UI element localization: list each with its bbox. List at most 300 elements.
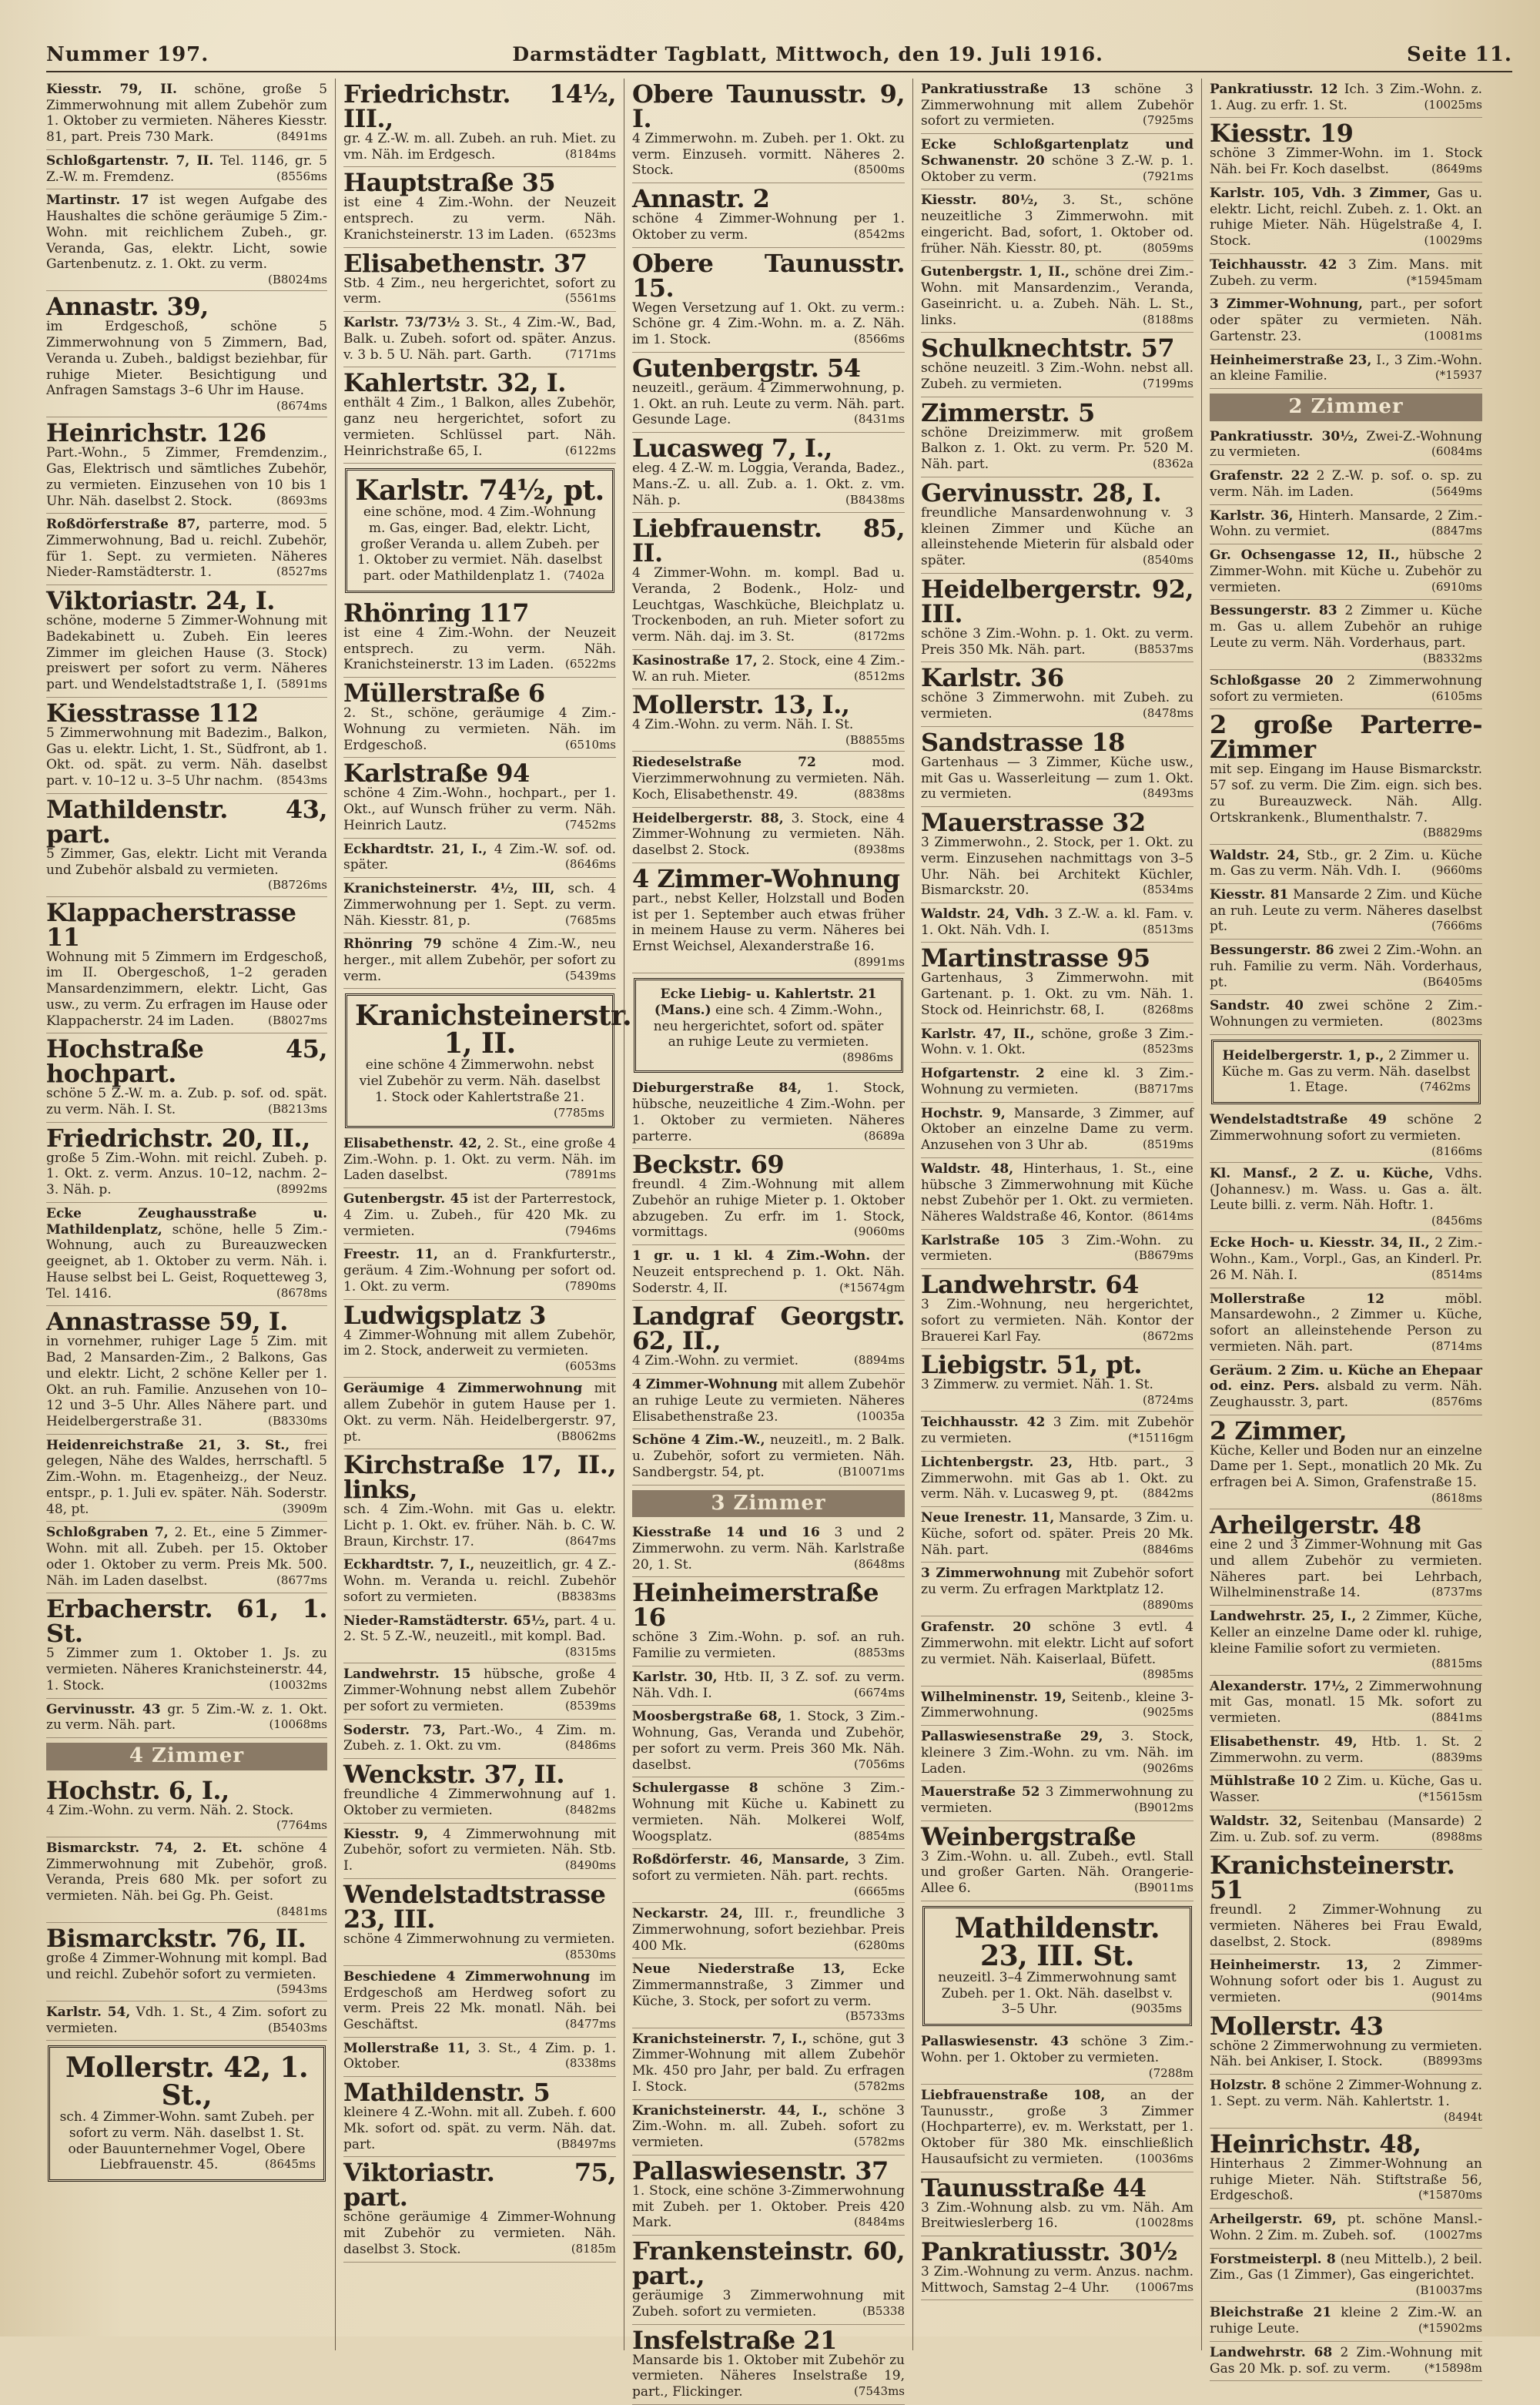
ad-address: Neue Niederstraße 13, — [632, 1961, 845, 1978]
ad-address: Waldstr. 32, — [1210, 1813, 1302, 1829]
ad-address: Karlstraße 105 — [921, 1232, 1045, 1248]
ad-text: freundl. 2 Zimmer-Wohnung zu vermieten. Näheres bei Frau Ewald, daselbst, 2. Stock. — [1210, 1902, 1482, 1950]
ad-headline: Karlstr. 36 — [921, 663, 1064, 693]
classified-ad — [1210, 2302, 1482, 2341]
classified-ad — [46, 1775, 327, 1837]
ad-reference-code: (B8717ms — [1134, 1081, 1194, 1096]
ad-text: 3 Zimmerw. zu vermiet. Näh. 1. St. — [921, 1377, 1153, 1393]
ad-headline: Mauerstrasse 32 — [921, 808, 1146, 838]
ad-address: Kiesstr. 79, II. — [46, 82, 177, 97]
ad-reference-code: (B8829ms — [1423, 826, 1482, 840]
ad-headline: Obere Taunusstr. 15. — [632, 248, 905, 303]
ad-text: schöne Dreizimmerw. mit großem Balkon z. 1. Okt. zu verm. Pr. 520 M. Näh. part. — [921, 424, 1194, 473]
ad-headline: Sandstrasse 18 — [921, 727, 1125, 757]
classified-ad — [921, 1063, 1194, 1102]
classified-ad — [632, 1301, 905, 1374]
classified-ad — [921, 134, 1194, 189]
ad-text: kleine 2 Zim.-W. an ruhige Leute. — [1210, 2305, 1483, 2337]
ad-headline: Rhönring 117 — [343, 598, 530, 628]
classified-ad — [46, 189, 327, 291]
classified-ad — [46, 1837, 327, 1923]
ad-text: Htb. II, 3 Z. sof. zu verm. Näh. Vdh. I. — [632, 1669, 906, 1701]
ad-reference-code: (B8213ms — [268, 1102, 327, 1116]
ad-address: Karlstr. 30, — [632, 1669, 718, 1685]
classified-ad — [46, 417, 327, 514]
ad-text: mit Zubehör sofort zu verm. Zu erfragen Marktplatz 12. — [921, 1566, 1194, 1598]
ad-text: 3 Zim.-Wohnung alsb. zu vm. Näh. Am Breitwieslerberg 16. — [921, 2199, 1194, 2232]
ad-address: Bessungerstr. 86 — [1210, 943, 1334, 959]
ad-text: 2 Zim.-Wohnung mit Gas 20 Mk. p. sof. zu verm. — [1210, 2344, 1483, 2377]
classified-ad — [46, 514, 327, 585]
ad-text: 4 Zimmer-Wohnung mit allem Zubehör, im 2. Stock, anderweit zu vermieten. — [343, 1327, 616, 1359]
classified-ad — [632, 513, 905, 650]
ad-text: 2 Zim.-Wohn., Kam., Vorpl., Gas, an Kinderl. Pr. 26 M. Näh. I. — [1210, 1235, 1482, 1283]
ad-text: 3 Zim.-Wohnung, neu hergerichtet, sofort zu vermieten. Näh. Kontor der Brauerei Karl Fay. — [921, 1297, 1194, 1345]
ad-address: Elisabethenstr. 42, — [343, 1135, 482, 1151]
ad-reference-code: (7288m — [1148, 2065, 1194, 2080]
classified-ad — [921, 1158, 1194, 1230]
ad-headline: Landwehrstr. 64 — [921, 1270, 1139, 1300]
classified-ad — [343, 933, 616, 989]
ad-reference-code: (10025ms — [1424, 97, 1482, 112]
ad-address: Karlstr. 54, — [46, 2004, 131, 2020]
ad-text: 2 Zim. u. Küche, Gas u. Wasser. — [1210, 1774, 1482, 1806]
ad-headline: Liebfrauenstr. 85, II. — [632, 514, 905, 568]
classified-ad — [632, 1429, 905, 1485]
ad-address: Schulergasse 8 — [632, 1780, 758, 1797]
classified-ad — [921, 189, 1194, 261]
ad-address: Neue Irenestr. 11, — [921, 1510, 1055, 1526]
classified-ad — [921, 261, 1194, 333]
ad-reference-code: (B9011ms — [1134, 1881, 1194, 1895]
ad-text: 1. Stock, eine schöne 3-Zimmerwohnung mit Zubeh. per 1. Oktober. Preis 420 Mark. — [632, 2182, 905, 2231]
ad-reference-code: (B8383ms — [557, 1589, 616, 1603]
ad-address: Lichtenbergstr. 23, — [921, 1454, 1073, 1470]
classified-ad — [921, 2236, 1194, 2300]
ad-reference-code: (8556ms — [276, 169, 327, 183]
ad-headline: 2 Zimmer, — [1210, 1415, 1348, 1445]
ad-headline: 4 Zimmer-Wohnung — [632, 863, 900, 893]
ad-reference-code: (8172ms — [854, 629, 905, 644]
classified-ad — [46, 79, 327, 150]
ad-reference-code: (6674ms — [854, 1685, 905, 1700]
classified-ad — [632, 2155, 905, 2236]
ad-address: Schöne 4 Zim.-W., — [632, 1432, 765, 1449]
ad-address: Schloßgraben 7, — [46, 1525, 169, 1541]
ad-reference-code: (B8024ms — [268, 273, 327, 287]
classified-ad — [632, 1958, 905, 2028]
ad-text: neuzeitl., geräum. 4 Zimmerwohnung, p. 1. Okt. an ruh. Leute zu verm. Näh. part. Gesunde Lage. — [632, 380, 905, 428]
ad-reference-code: (8486ms — [565, 1738, 616, 1753]
ad-text: 2 Zimmerwohnung mit Gas, monatl. 15 Mk. sofort zu vermieten. — [1210, 1678, 1482, 1727]
ad-address: Soderstr. 73, — [343, 1722, 446, 1738]
ad-text: hübsche 2 Zimmer-Wohn. mit Küche u. Zubehör zu vermieten. — [1210, 548, 1482, 595]
classified-ad — [1210, 1954, 1482, 2010]
classified-ad — [921, 397, 1194, 477]
ad-text: 4 Zim.-W. sof. od. später. — [343, 841, 616, 873]
ad-address: Kiesstraße 14 und 16 — [632, 1525, 820, 1541]
ad-reference-code: (8672ms — [1143, 1328, 1194, 1343]
ad-reference-code: (B8330ms — [268, 1414, 327, 1429]
classified-ad — [1210, 293, 1482, 349]
classified-ad — [632, 689, 905, 752]
ad-text: 4 Zimmerwohnung mit Zubehör, sofort zu vermieten. Näh. Stb. I. — [343, 1826, 616, 1874]
ad-address: Gutenbergstr. 45 — [343, 1191, 469, 1208]
ad-address: Kranichsteinerstr. 4½, III, — [343, 881, 555, 897]
ad-reference-code: (9060ms — [854, 1224, 905, 1239]
ad-headline: Kiesstr. 19 — [1210, 119, 1354, 149]
ad-address: Schloßgasse 20 — [1210, 672, 1334, 688]
ad-headline: Gervinusstr. 28, I. — [921, 477, 1162, 507]
ad-reference-code: (5649ms — [1431, 484, 1482, 498]
ad-headline: Elisabethenstr. 37 — [343, 248, 588, 278]
ad-address: Kl. Mansf., 2 Z. u. Küche, — [1210, 1165, 1434, 1181]
ad-reference-code: (10036ms — [1135, 2151, 1194, 2166]
ad-address: Kiesstr. 81 — [1210, 887, 1289, 903]
ad-reference-code: (6053ms — [565, 1359, 616, 1374]
ad-reference-code: (8482ms — [565, 1802, 616, 1817]
ad-text: eine sch. 4 Zimm.-Wohn., neu hergerichtet, sofort od. später an ruhige Leute zu vermieten. — [653, 1002, 884, 1050]
ad-text: Wohnung mit 5 Zimmern im Erdgeschoß, im II. Obergeschoß, 1–2 geraden Mansardenzimmern, elektr. Licht, Gas usw., zu verm. Zu erfragen im Hause oder Klappacherstr. 24 im Laden. — [46, 949, 327, 1029]
classified-ad — [343, 1824, 616, 1879]
classified-ad — [343, 1966, 616, 2038]
ad-reference-code: (8647ms — [565, 1533, 616, 1548]
classified-ad — [343, 1610, 616, 1664]
ad-reference-code: (*15937 — [1435, 368, 1482, 383]
masthead — [46, 43, 1512, 72]
ad-headline: Viktoriastr. 24, I. — [46, 586, 275, 616]
boxed-classified-ad — [922, 1906, 1192, 2026]
ad-address: Alexanderstr. 17½, — [1210, 1678, 1350, 1694]
ad-text: schöne 3 Zimmerwohn. mit Zubeh. zu vermieten. — [921, 690, 1194, 722]
ad-reference-code: (7890ms — [565, 1278, 616, 1293]
classified-ad — [343, 1300, 616, 1378]
ad-address: Nieder-Ramstädterstr. 65½, — [343, 1613, 550, 1629]
ad-headline: Hochstr. 6, I., — [46, 1775, 229, 1805]
ad-reference-code: (8576ms — [1431, 1394, 1482, 1408]
ad-reference-code: (8649ms — [1431, 162, 1482, 176]
classified-ad — [921, 1507, 1194, 1563]
ad-reference-code: (8490ms — [565, 1858, 616, 1873]
ad-headline: Friedrichstr. 14½, III., — [343, 79, 616, 133]
ad-headline: Obere Taunusstr. 9, I. — [632, 79, 905, 133]
ad-reference-code: (8566ms — [854, 332, 905, 347]
classified-ad — [343, 1188, 616, 1244]
ad-reference-code: (9026ms — [1143, 1760, 1194, 1775]
ad-address: Forstmeisterpl. 8 — [1210, 2251, 1336, 2267]
ad-text: 2 Zimmerwohnung sofort zu vermieten. — [1210, 672, 1483, 705]
ad-text: Gartenhaus, 3 Zimmerwohn. mit Gartenant. p. 1. Okt. zu vm. Näh. 1. Stock od. Heinrichstr. 68, I. — [921, 970, 1194, 1018]
ad-reference-code: (10035a — [856, 1408, 905, 1423]
classified-ad — [46, 1435, 327, 1522]
classified-ad — [921, 943, 1194, 1023]
ad-reference-code: (8646ms — [565, 857, 616, 872]
ad-headline: Schulknechtstr. 57 — [921, 333, 1175, 363]
ad-text: 3 Zim. Mans. mit Zubeh. zu verm. — [1210, 256, 1482, 289]
ad-reference-code: (8184ms — [565, 146, 616, 161]
ad-headline: Wenckstr. 37, II. — [343, 1760, 564, 1790]
ad-headline: Bismarckstr. 76, II. — [46, 1924, 306, 1954]
classified-ad — [632, 79, 905, 183]
ad-address: Heidelbergerstr. 88, — [632, 810, 784, 826]
classified-ad — [343, 1244, 616, 1299]
ad-address: Bismarckstr. 74, 2. Et. — [46, 1840, 243, 1856]
classified-ad — [632, 752, 905, 807]
classified-ad — [343, 1378, 616, 1449]
ad-reference-code: (8481ms — [276, 1904, 327, 1918]
ad-headline: Martinstrasse 95 — [921, 943, 1150, 973]
ad-address: Karlstr. 47, II., — [921, 1026, 1035, 1042]
ad-text: 4 Zim.-Wohn. zu vermiet. — [632, 1353, 799, 1369]
ad-reference-code: (8514ms — [1431, 1267, 1482, 1281]
classified-ad — [343, 678, 616, 758]
classified-ad — [1210, 183, 1482, 254]
ad-headline: Mathildenstr. 43, part. — [46, 794, 327, 849]
classified-ad — [343, 2157, 616, 2262]
issue-number: Nummer 197. — [46, 43, 209, 66]
ad-address: Grafenstr. 20 — [921, 1620, 1031, 1636]
classified-ad — [921, 727, 1194, 807]
ad-text: schöne, moderne 5 Zimmer-Wohnung mit Badekabinett u. Zubeh. Ein leeres Zimmer im gleichen Hause (3. Stock) preiswert per sofort zu verm. Näheres part. und Wendelstadtstraße 1, I. — [46, 613, 327, 693]
ad-text: Ich. 3 Zim.-Wohn. z. 1. Aug. zu erfr. 1. St. — [1210, 82, 1483, 113]
column-1 — [46, 79, 335, 2350]
ad-headline: Heidelbergerstr. 92, III. — [921, 574, 1194, 628]
ad-reference-code: (8693ms — [276, 493, 327, 507]
classified-ad — [1210, 1109, 1482, 1163]
ad-reference-code: (7891ms — [565, 1167, 616, 1182]
ad-text: 3 Zim.-Wohn. u. all. Zubeh., evtl. Stall und großer Garten. Näh. Orangerie-Allee 6. — [921, 1848, 1194, 1897]
ad-address: Wilhelminenstr. 19, — [921, 1689, 1066, 1705]
ad-headline: Klappacherstrasse 11 — [46, 897, 296, 952]
classified-ad — [343, 598, 616, 678]
classified-ad — [921, 1349, 1194, 1412]
ad-text: 5 Zimmerwohnung mit Badezim., Balkon, Gas u. elektr. Licht, 1. St., Südfront, ab 1. Okt. od. spät. zu verm. Näh. daselbst part. v. 10–12 u. 3–5 Uhr nachm. — [46, 725, 327, 789]
classified-ad — [1210, 465, 1482, 504]
ad-reference-code: (8540ms — [1143, 553, 1194, 568]
ad-text: 3. Stock, kleinere 3 Zim.-Wohn. zu vm. Näh. im Laden. — [921, 1729, 1194, 1777]
classified-ad — [343, 367, 616, 464]
ad-reference-code: (7056ms — [854, 1757, 905, 1771]
classified-ad — [46, 794, 327, 897]
ad-text: sch. 4 Zim.-Wohn. mit Gas u. elektr. Licht p. 1. Okt. ev. früher. Näh. b. C. W. Braun, Kirchstr. 17. — [343, 1502, 616, 1549]
ad-text: 4 Zim.-Wohn. zu verm. Näh. I. St. — [632, 717, 854, 733]
ad-reference-code: (B8062ms — [557, 1429, 616, 1443]
classified-ad — [1210, 505, 1482, 544]
classified-ad — [46, 1203, 327, 1306]
ad-address: Waldstr. 48, — [921, 1161, 1014, 1177]
classified-ad — [46, 1522, 327, 1593]
ad-headline: Landgraf Georgstr. 62, II., — [632, 1301, 905, 1356]
ad-text: schöne 4 Zimmerwohnung mit Zubehör, groß. Veranda, Preis 680 Mk. per sofort zu vermieten. Näh. bei Gg. Ph. Geist. — [46, 1840, 327, 1904]
ad-text: Gas u. elektr. Licht, reichl. Zubeh. z. 1. Okt. an ruhige Mieter. Näh. Hügelstraße 4, I. Stock. — [1210, 185, 1482, 250]
ad-headline: Ludwigsplatz 3 — [343, 1300, 546, 1330]
classified-ad — [921, 2172, 1194, 2236]
ad-reference-code: (5891ms — [276, 677, 327, 692]
ad-text: neuzeitl. 3–4 Zimmerwohnung samt Zubeh. per 1. Okt. Näh. daselbst v. 3–5 Uhr. — [938, 1969, 1177, 2018]
ad-reference-code: (8841ms — [1431, 1710, 1482, 1725]
ad-text: Zwei-Z.-Wohnung zu vermieten. — [1210, 428, 1483, 461]
ad-text: sch. 4 Zimmer-Wohn. samt Zubeh. per sofort zu verm. Näh. daselbst 1. St. oder Bauunternehmer Vogel, Obere Liebfrauenstr. 45. — [59, 2109, 314, 2173]
ad-reference-code: (8648ms — [854, 1556, 905, 1571]
ad-text: 3. St., schöne neuzeitliche 3 Zimmerwohn. mit eingericht. Bad, sofort, 1. Oktober od. früher. Näh. Kiesstr. 80, pt. — [921, 193, 1194, 256]
ad-address: Landwehrstr. 15 — [343, 1666, 471, 1683]
ad-reference-code: (8530ms — [565, 1947, 616, 1961]
classified-ad — [46, 2001, 327, 2041]
ad-text: ist wegen Aufgabe des Haushaltes die schöne geräumige 5 Zim.-Wohn. mit reichlichem Zubeh., gr. Veranda, Gas, elektr. Licht, sowie Gartenbenutz. z. 1. Okt. zu verm. — [46, 193, 328, 273]
ad-reference-code: (8991ms — [854, 954, 905, 969]
ad-text: 3 Z.-W. a. kl. Fam. v. 1. Okt. Näh. Vdh. I. — [921, 906, 1194, 938]
ad-text: Gartenhaus — 3 Zimmer, Küche usw., mit Gas u. Wasserleitung — zum 1. Okt. zu vermieten. — [921, 754, 1194, 802]
ad-headline: Mollerstr. 13, I., — [632, 690, 850, 720]
ad-text: schöne 3 evtl. 4 Zimmerwohn. mit elektr. Licht auf sofort zu vermiet. Näh. Kaiserlaal, Büfett. — [921, 1620, 1194, 1667]
ad-text: 3 und 2 Zimmerwohn. zu verm. Näh. Karlstraße 20, 1. St. — [632, 1525, 905, 1573]
classified-ad — [921, 1687, 1194, 1726]
classified-ad — [1210, 1606, 1482, 1676]
ad-text: geräumige 3 Zimmerwohnung mit Zubeh. sofort zu vermieten. — [632, 2288, 905, 2320]
ad-address: Mühlstraße 10 — [1210, 1774, 1319, 1790]
classified-ad — [1210, 600, 1482, 670]
ad-text: schöne 2 Zimmer-Wohnung z. 1. Sept. zu verm. Näh. Kahlertstr. 1. — [1210, 2078, 1483, 2109]
classified-ad — [921, 1726, 1194, 1781]
ad-address: Waldstr. 24, — [1210, 847, 1300, 863]
classified-ad — [921, 1821, 1194, 1901]
ad-address: Geräum. 2 Zim. u. Küche an Ehepaar od. einz. Pers. — [1210, 1362, 1482, 1395]
ad-reference-code: (8023ms — [1431, 1014, 1482, 1029]
ad-reference-code: (7402a — [564, 568, 604, 583]
ad-text: schöne 2 Zimmerwohnung zu vermieten. Näh. bei Ankiser, I. Stock. — [1210, 2038, 1482, 2070]
ad-reference-code: (8268ms — [1143, 1002, 1194, 1017]
ad-text: Part.-Wohn., 5 Zimmer, Fremdenzim., Gas, Elektrisch und sämtliches Zubehör, zu vermieten. Einzusehen von 10 bis 1 Uhr. Näh. daselbst 2. Stock. — [46, 445, 327, 509]
ad-reference-code: (7666ms — [1431, 919, 1482, 933]
classified-ad — [343, 2077, 616, 2157]
ad-reference-code: (B9012ms — [1134, 1800, 1194, 1814]
ad-text: Küche, Keller und Boden nur an einzelne Dame per 1. Sept., monatlich 20 Mk. Zu erfragen bei A. Simon, Grafenstraße 15. — [1210, 1442, 1482, 1491]
ad-reference-code: (8431ms — [854, 412, 905, 427]
classified-ad — [632, 808, 905, 863]
ad-address: Ecke Zeughausstraße u. Mathildenplatz, — [46, 1205, 327, 1238]
ad-reference-code: (8986ms — [842, 1050, 893, 1065]
ad-text: frei gelegen, Nähe des Waldes, herrschaftl. 5 Zim.-Wohn. m. Etagenheizg., der Neuz. entspr., p. 1. Juli ev. später. Näh. Soderstr. 48, pt. — [46, 1437, 328, 1517]
classified-ad — [632, 353, 905, 433]
classified-ad — [343, 1759, 616, 1823]
ad-address: Gr. Ochsengasse 12, II., — [1210, 548, 1400, 564]
classified-ad — [46, 1033, 327, 1122]
ad-reference-code: (8494t — [1443, 2109, 1482, 2124]
ad-reference-code: (B5733ms — [845, 2009, 905, 2024]
classified-ad — [632, 1706, 905, 1777]
ad-text: freundliche 4 Zimmerwohnung auf 1. Oktober zu vermieten. — [343, 1787, 616, 1818]
ad-text: I., 3 Zim.-Wohn. an kleine Familie. — [1210, 352, 1482, 384]
ad-headline: Frankensteinstr. 60, part., — [632, 2236, 905, 2291]
ad-address: Teichhausstr. 42 — [921, 1415, 1046, 1431]
classified-ad — [1210, 1360, 1482, 1415]
ad-text: Stb., gr. 2 Zim. u. Küche m. Gas zu verm. Näh. Vdh. I. — [1210, 847, 1482, 879]
ad-reference-code: (B5403ms — [268, 2020, 327, 2035]
ad-headline: Müllerstraße 6 — [343, 678, 545, 708]
section-heading: 2 Zimmer — [1210, 394, 1482, 421]
ad-text: 4 Zimmer-Wohn. m. kompl. Bad u. Veranda, 2 Bodenk., Holz- und Leuchtgas, Waschküche, Bleichplatz u. Trockenboden, an ruh. Mieter sofort zu verm. Näh. daj. im 3. St. — [632, 565, 905, 645]
ad-reference-code: (B6405ms — [1423, 974, 1482, 989]
ad-address: Heidelbergerstr. 1, p., — [1222, 1047, 1384, 1063]
ad-text: große 5 Zim.-Wohn. mit reichl. Zubeh. p. 1. Okt. z. verm. Anzus. 10–12, nachm. 2–3. Näh. p. — [46, 1150, 327, 1198]
ad-reference-code: (10067ms — [1135, 2279, 1194, 2294]
ad-text: neuzeitlich, gr. 4 Z.-Wohn. m. Veranda u. reichl. Zubehör sofort zu vermieten. — [343, 1557, 616, 1605]
ad-reference-code: (8523ms — [1143, 1042, 1194, 1057]
ad-reference-code: (10028ms — [1135, 2216, 1194, 2230]
classified-ad — [921, 1269, 1194, 1349]
ad-text: ist eine 4 Zim.-Wohn. der Neuzeit entsprech. zu verm. Näh. Kranichsteinerstr. 13 im Laden. — [343, 625, 616, 673]
ad-reference-code: (8992ms — [276, 1182, 327, 1197]
ad-text: 2 Zimmer, Küche, Keller an einzelne Dame oder kl. ruhige, kleine Familie sofort zu vermieten. — [1210, 1609, 1482, 1656]
ad-reference-code: (8527ms — [276, 564, 327, 579]
ad-text: Hinterhaus, 1. St., eine hübsche 3 Zimmerwohnung mit Küche nebst Zubehör per 1. Okt. zu vermieten. Näheres Waldstraße 46, Kontor. — [921, 1161, 1194, 1224]
ad-reference-code: (8519ms — [1143, 1137, 1194, 1152]
classified-ad — [632, 2100, 905, 2155]
classified-ad — [1210, 1770, 1482, 1810]
ad-reference-code: (5439ms — [565, 968, 616, 983]
ad-text: schöne, gut 3 Zimmer-Wohnung mit allem Zubehör Mk. 450 pro Jahr, per bald. Zu erfragen I. Stock. — [632, 2031, 906, 2095]
ad-address: Kiesstr. 9, — [343, 1826, 428, 1842]
ad-text: 3 Zimmerwohn., 2. Stock, per 1. Okt. zu verm. Einzusehen nachmittags von 3–5 Uhr. Näh. bei Architekt Küchler, Bismarckstr. 20. — [921, 835, 1194, 899]
ad-reference-code: (B5338 — [862, 2303, 905, 2318]
ad-address: Kranichsteinerstr. 7, I., — [632, 2031, 807, 2047]
ad-text: 4 Zim.-Wohn. zu verm. Näh. 2. Stock. — [46, 1802, 294, 1818]
ad-text: Mansarde, 3 Zim. u. Küche, sofort od. später. Preis 20 Mk. Näh. part. — [921, 1510, 1194, 1558]
ad-reference-code: (8890ms — [1143, 1597, 1194, 1612]
ad-text: 3 Zim.-Wohn. zu vermieten. — [921, 1232, 1194, 1264]
ad-text: Vdh. 1. St., 4 Zim. sofort zu vermieten. — [46, 2004, 327, 2036]
classified-ad — [1210, 1850, 1482, 1954]
ad-address: Eckhardtstr. 21, I., — [343, 841, 487, 857]
ad-address: Pallaswiesenstr. 43 — [921, 2034, 1069, 2050]
classified-ad — [343, 878, 616, 933]
ad-text: zwei schöne 2 Zim.-Wohnungen zu vermieten. — [1210, 998, 1483, 1030]
classified-ad — [343, 1879, 616, 1966]
ad-reference-code: (7785ms — [554, 1105, 604, 1120]
ad-reference-code: (8678ms — [276, 1285, 327, 1300]
ad-text: schöne 5 Z.-W. m. a. Zub. p. sof. od. spät. zu verm. Näh. I. St. — [46, 1086, 327, 1117]
ad-text: enthält 4 Zim., 1 Balkon, alles Zubehör, ganz neu hergerichtet, sofort zu vermieten. Schlüssel part. Näh. Heinrichstraße 65, I. — [343, 395, 616, 459]
ad-address: Beschiedene 4 Zimmerwohnung — [343, 1968, 591, 1985]
ad-reference-code: (8618ms — [1431, 1490, 1482, 1505]
ad-text: schöne 4 Zim.-W., neu herger., mit allem Zubehör, per sofort zu verm. — [343, 936, 616, 984]
classified-ad — [632, 433, 905, 513]
classified-ad — [632, 248, 905, 353]
classified-ad — [921, 2085, 1194, 2172]
ad-address: Hochstr. 9, — [921, 1105, 1006, 1121]
classified-ad — [632, 1577, 905, 1666]
ad-address: Ecke Schloßgartenplatz und Schwanenstr. 20 — [921, 137, 1194, 169]
ad-reference-code: (5561ms — [565, 291, 616, 306]
classified-ad — [343, 167, 616, 247]
ad-text: schöne 3 Zimmer-Wohn. im 1. Stock Näh. bei Fr. Koch daselbst. — [1210, 146, 1482, 178]
ad-address: Karlstr. 73/73½ — [343, 315, 460, 331]
classified-ad — [921, 574, 1194, 662]
ad-headline: Heinrichstr. 48, — [1210, 2129, 1421, 2159]
ad-reference-code: (B8332ms — [1423, 651, 1482, 665]
ad-address: Mollerstraße 11, — [343, 2040, 470, 2056]
ad-address: Moosbergstraße 68, — [632, 1709, 782, 1725]
classified-ad — [632, 1522, 905, 1577]
ad-reference-code: (*15615sm — [1418, 1790, 1482, 1804]
ad-address: Roßdörferstraße 87, — [46, 517, 201, 533]
ad-text: schöne 4 Zimmerwohnung zu vermieten. — [343, 1931, 615, 1947]
classified-ad — [921, 1452, 1194, 1507]
ad-reference-code: (8542ms — [854, 226, 905, 241]
ad-reference-code: (7452ms — [565, 817, 616, 832]
ad-headline: Mathildenstr. 23, III. St. — [954, 1911, 1160, 1972]
classified-ad — [921, 1781, 1194, 1820]
